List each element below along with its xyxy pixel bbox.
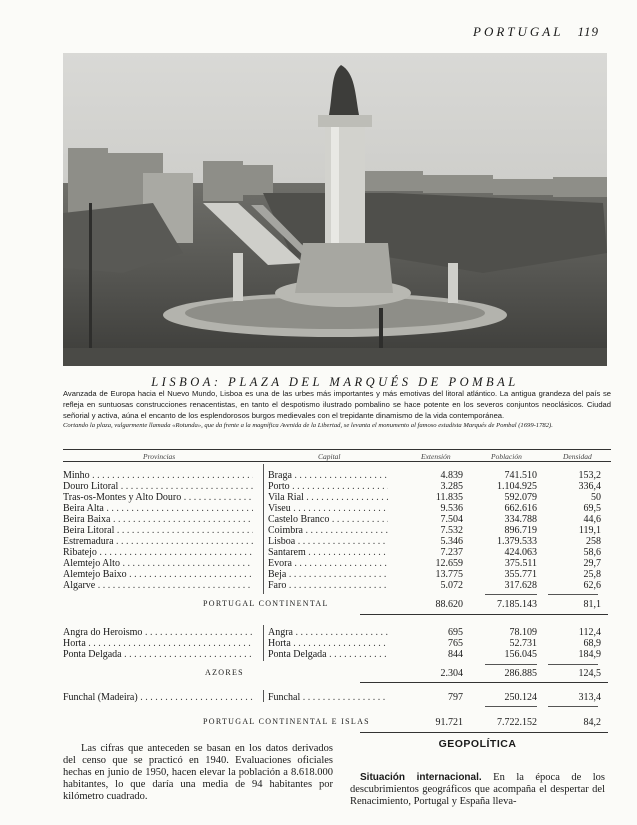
cell-extension: 11.835 [435,492,463,503]
subtotal-density: 124,5 [578,668,601,679]
cell-density: 29,7 [583,558,601,569]
subtotal-rule [485,594,537,595]
cell-capital: Vila Rial . . . [268,492,388,503]
header-capital: Capital [318,452,341,461]
cell-capital: Angra . . . [268,627,388,638]
cell-density: 313,4 [578,692,601,703]
cell-province: Tras-os-Montes y Alto Douro . . . [63,492,253,503]
grand-total-label: PORTUGAL CONTINENTAL E ISLAS [203,717,370,726]
cell-density: 258 [586,536,601,547]
cell-density: 336,4 [578,481,601,492]
census-note-paragraph: Las cifras que anteceden se basan en los datos derivados del censo que se practicó en 1940. Evaluaciones oficiales hechas en junio de 1950, hacen elevar la población a 8.618.000 habitantes, lo que daría una media de 94 habitantes por kilómetro cuadrado. [63,743,333,802]
cell-capital: Castelo Branco . . . [268,514,388,525]
table-row [63,649,611,660]
cell-population: 317.628 [504,580,537,591]
table-header-rule [63,461,611,462]
table-row [63,525,611,536]
table-row [63,492,611,503]
cell-province: Beira Baixa . . . [63,514,253,525]
cell-extension: 797 [448,692,463,703]
cell-province: Alemtejo Alto . . . [63,558,253,569]
cell-population: 1.379.533 [497,536,537,547]
caption-title: LISBOA: PLAZA DEL MARQUÉS DE POMBAL [151,375,519,389]
cell-extension: 7.532 [440,525,463,536]
cell-density: 184,9 [578,649,601,660]
cell-capital: Horta . . . [268,638,388,649]
cell-population: 662.616 [504,503,537,514]
cell-density: 112,4 [578,627,601,638]
cell-province: Beira Litoral . . . [63,525,253,536]
cell-capital: Faro . . . [268,580,388,591]
cell-population: 334.788 [504,514,537,525]
header-density: Densidad [563,452,592,461]
subtotal-extension: 2.304 [440,668,463,679]
grand-total-extension: 91.721 [435,717,463,728]
subtotal-density: 81,1 [583,599,601,610]
page-number: 119 [577,24,599,39]
cell-capital: Beja . . . [268,569,388,580]
subtotal-rule [548,706,598,707]
geopolitics-text: En la época de los descubrimientos geográficos que acompaña el despertar del Renacimiento, Portugal y España lleva- [350,772,606,807]
cell-density: 25,8 [583,569,601,580]
table-header [63,452,611,466]
table-row [63,558,611,569]
subtotal-label: PORTUGAL CONTINENTAL [203,599,329,608]
cell-province: Douro Litoral . . . [63,481,253,492]
cell-capital: Santarem . . . [268,547,388,558]
table-row [63,580,611,591]
cell-province: Horta . . . [63,638,253,649]
cell-extension: 7.237 [440,547,463,558]
cell-province: Minho . . . [63,470,253,481]
cell-extension: 4.839 [440,470,463,481]
cell-extension: 9.536 [440,503,463,514]
cell-population: 156.045 [504,649,537,660]
cell-extension: 844 [448,649,463,660]
cell-extension: 5.072 [440,580,463,591]
cell-province: Algarve . . . [63,580,253,591]
caption-body: Avanzada de Europa hacia el Nuevo Mundo, Lisboa es una de las urbes más importantes y más emotivas del litoral atlántico. La antigua grandeza del país se refleja en suntuosas construcciones renacentistas, en tanto el despotismo ilustrado pombalino se hace potente en los severos conjuntos neoclásicos. Ciudad señorial y activa, aúna el encanto de los esplendorosos burgos medievales con el trepidante dinamismo de la vida contemporánea. [63,389,611,420]
cell-province: Alemtejo Baixo . . . [63,569,253,580]
photo-lisbon-plaza [63,53,607,366]
table-row [63,638,611,649]
grand-total-density: 84,2 [583,717,601,728]
cell-extension: 695 [448,627,463,638]
geopolitics-paragraph [350,772,605,808]
photo-illustration [63,53,607,366]
cell-province: Estremadura . . . [63,536,253,547]
header-extension: Extensión [421,452,451,461]
table-bottom-rule [360,732,608,733]
cell-density: 119,1 [578,525,601,536]
header-population: Población [491,452,522,461]
header-province: Provincias [143,452,176,461]
table-row [63,569,611,580]
cell-extension: 12.659 [435,558,463,569]
caption-note: Cortando la plaza, vulgarmente llamada «Rotunda», que da frente a la magnífica Avenida de la Libertad, se levanta el monumento al famoso estadista Marqués de Pombal (1699-1782). [63,422,553,429]
cell-population: 592.079 [504,492,537,503]
cell-capital: Lisboa . . . [268,536,388,547]
cell-density: 50 [591,492,601,503]
cell-population: 78.109 [509,627,537,638]
table-row [63,692,611,703]
subtotal-rule [548,664,598,665]
cell-extension: 3.285 [440,481,463,492]
cell-density: 68,9 [583,638,601,649]
subtotal-azores [63,668,611,680]
subtotal-rule [485,664,537,665]
cell-extension: 5.346 [440,536,463,547]
subtotal-population: 286.885 [504,668,537,679]
section-rule [360,614,608,615]
subtotal-rule [548,594,598,595]
cell-capital: Viseu . . . [268,503,388,514]
running-header [473,24,599,40]
cell-province: Beira Alta . . . [63,503,253,514]
cell-province: Funchal (Madeira) . . . [63,692,253,703]
cell-capital: Porto . . . [268,481,388,492]
section-rule [360,682,608,683]
subtotal-population: 7.185.143 [497,599,537,610]
cell-population: 424.063 [504,547,537,558]
table-row [63,481,611,492]
cell-population: 355.771 [504,569,537,580]
cell-capital: Ponta Delgada . . . [268,649,388,660]
table-top-rule [63,449,611,450]
table-row [63,503,611,514]
subtotal-extension: 88.620 [435,599,463,610]
cell-capital: Evora . . . [268,558,388,569]
cell-province: Ribatejo . . . [63,547,253,558]
cell-capital: Braga . . . [268,470,388,481]
subhead-situacion-internacional: Situación internacional. [360,772,482,783]
cell-density: 153,2 [578,470,601,481]
cell-extension: 13.775 [435,569,463,580]
table-row [63,536,611,547]
table-row [63,547,611,558]
table-row [63,470,611,481]
cell-extension: 765 [448,638,463,649]
running-title: PORTUGAL [473,24,564,39]
cell-density: 69,5 [583,503,601,514]
cell-population: 741.510 [504,470,537,481]
subtotal-continental [63,599,611,611]
cell-population: 52.731 [509,638,537,649]
cell-density: 62,6 [583,580,601,591]
cell-density: 58,6 [583,547,601,558]
cell-capital: Coimbra . . . [268,525,388,536]
cell-extension: 7.504 [440,514,463,525]
cell-population: 250.124 [504,692,537,703]
cell-density: 44,6 [583,514,601,525]
cell-capital: Funchal . . . [268,692,388,703]
cell-population: 1.104.925 [497,481,537,492]
cell-province: Angra do Heroismo . . . [63,627,253,638]
section-heading-geopolitica: GEOPOLÍTICA [438,738,517,750]
table-row [63,514,611,525]
subtotal-label: AZORES [205,668,244,677]
cell-population: 896.719 [504,525,537,536]
grand-total [63,717,611,729]
cell-population: 375.511 [504,558,537,569]
grand-total-population: 7.722.152 [497,717,537,728]
cell-province: Ponta Delgada . . . [63,649,253,660]
subtotal-rule [485,706,537,707]
table-row [63,627,611,638]
